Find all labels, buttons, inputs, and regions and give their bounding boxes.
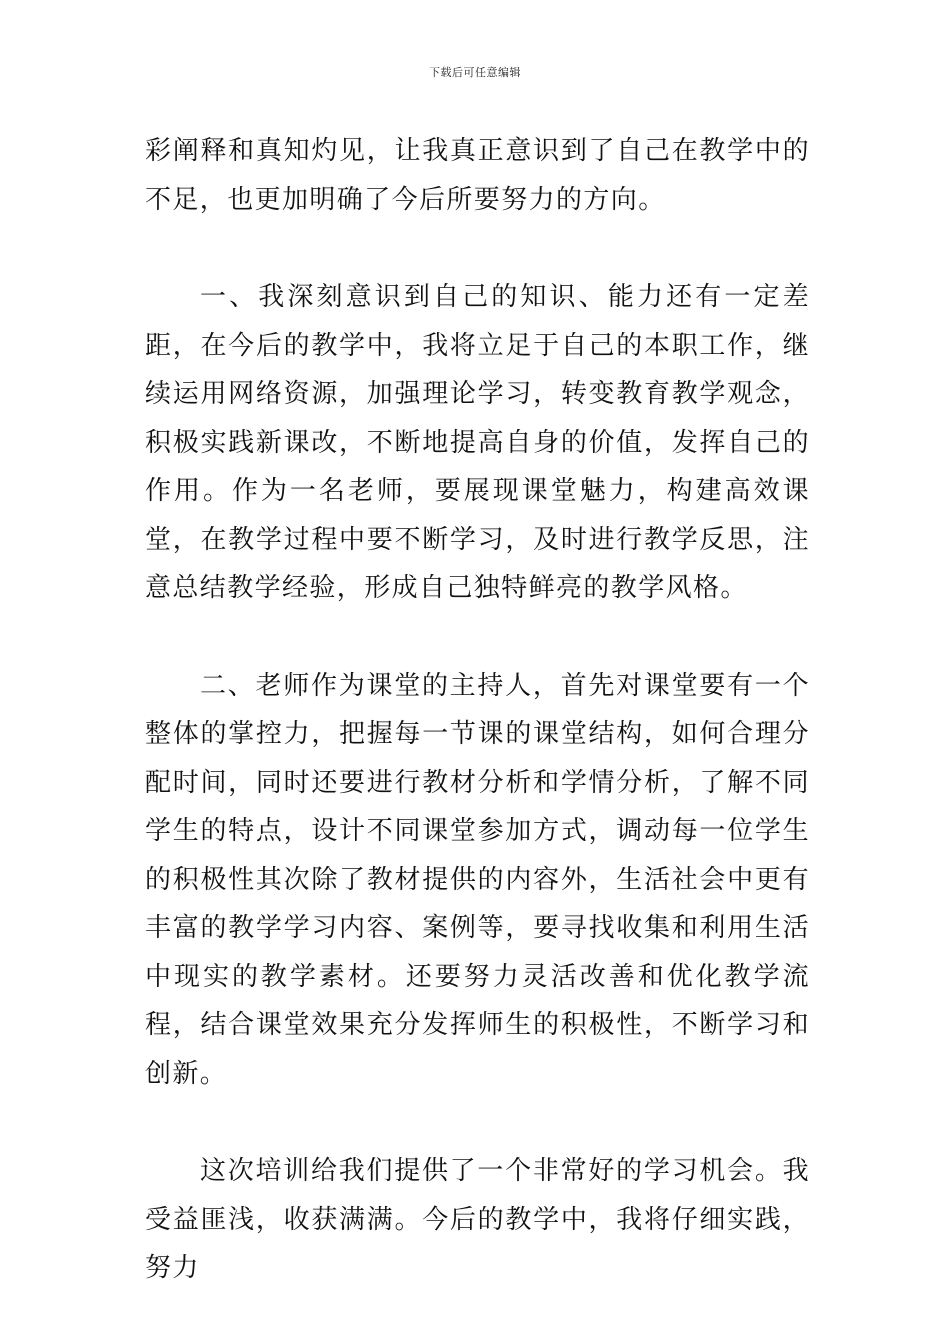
document-body: [145, 127, 810, 1293]
paragraph-gap: [145, 1098, 810, 1147]
header-note: 下载后可任意编辑: [429, 66, 521, 79]
paragraph-point-two: 二、老师作为课堂的主持人，首先对课堂要有一个整体的掌控力，把握每一节课的课堂结构，如何合理分配时间，同时还要进行教材分析和学情分析，了解不同学生的特点，设计不同课堂参加方式，调动每一位学生的积极性其次除了教材提供的内容外，生活社会中更有丰富的教学学习内容、案例等，要寻找收集和利用生活中现实的教学素材。还要努力灵活改善和优化教学流程，结合课堂效果充分发挥师生的积极性，不断学习和创新。: [145, 670, 810, 1089]
paragraph-gap: [145, 224, 810, 273]
paragraph-continuation: 彩阐释和真知灼见，让我真正意识到了自己在教学中的不足，也更加明确了今后所要努力的方向。: [145, 136, 810, 215]
paragraph-point-one: 一、我深刻意识到自己的知识、能力还有一定差距，在今后的教学中，我将立足于自己的本职工作，继续运用网络资源，加强理论学习，转变教育教学观念，积极实践新课改，不断地提高自身的价值，发挥自己的作用。作为一名老师，要展现课堂魅力，构建高效课堂，在教学过程中要不断学习，及时进行教学反思，注意总结教学经验，形成自己独特鲜亮的教学风格。: [145, 282, 810, 603]
paragraph-gap: [145, 613, 810, 662]
paragraph-conclusion: 这次培训给我们提供了一个非常好的学习机会。我受益匪浅，收获满满。今后的教学中，我将仔细实践，努力: [145, 1156, 810, 1283]
